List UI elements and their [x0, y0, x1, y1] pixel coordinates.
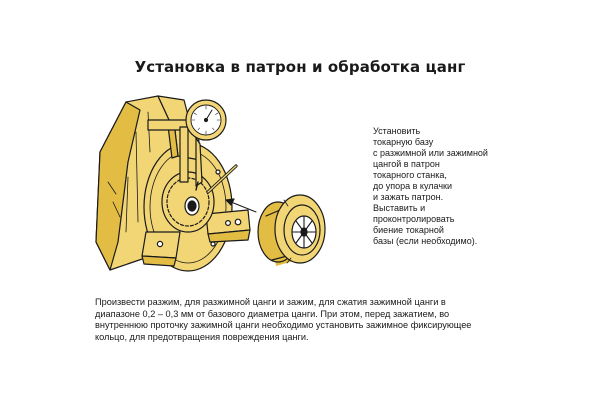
processing-line: Произвести разжим, для разжимной цанги и зажим, для сжатия зажимной цанги в — [95, 297, 446, 307]
page-title: Установка в патрон и обработка цанг — [134, 58, 466, 76]
instruction-line: проконтролировать — [373, 214, 455, 224]
processing-line: кольцо, для предотвращения повреждения цанги. — [95, 331, 309, 342]
instruction-line: Установить — [373, 126, 421, 136]
processing-line: внутреннюю проточку зажимной цанги необходимо установить зажимное фиксирующее — [95, 320, 472, 331]
collet-icon — [258, 195, 325, 266]
instruction-line: токарного станка, — [373, 170, 447, 180]
instruction-line: и зажать патрон. — [373, 192, 444, 202]
instruction-line: Выставить и — [373, 203, 426, 213]
processing-line: диапазоне 0,2 – 0,3 мм от базового диаметра цанги. При этом, перед зажатием, во — [95, 308, 450, 319]
processing-instructions — [95, 297, 515, 343]
instruction-line: до упора в кулачки — [373, 181, 452, 191]
instruction-line: базы (если необходимо). — [373, 236, 478, 246]
chuck-illustration — [88, 82, 358, 282]
instruction-line: с разжимной или зажимной — [373, 148, 488, 158]
instruction-line: биение токарной — [373, 225, 444, 235]
instruction-line: цангой в патрон — [373, 159, 440, 169]
instruction-line: токарную базу — [373, 137, 434, 147]
installation-instructions — [373, 126, 523, 247]
